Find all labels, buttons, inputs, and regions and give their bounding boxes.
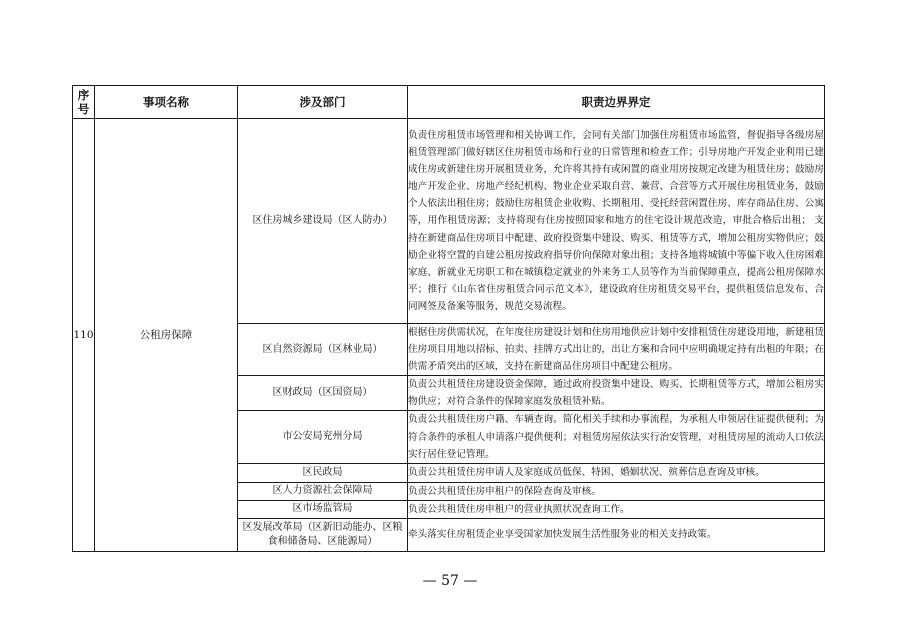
duty-cell: 负责公共租赁住房申租户的保险查询及审核。 (408, 482, 825, 500)
duty-cell: 负责公共租赁住房建设资金保障，通过政府投资集中建设、购买、长期租赁等方式，增加公租房实物供应；对符合条件的保障家庭发放租赁补贴。 (408, 376, 825, 411)
department-cell: 区人力资源社会保障局 (238, 482, 408, 500)
page-number: — 57 — (422, 573, 478, 589)
duty-cell: 负责公共租赁住房申租户的营业执照状况查询工作。 (408, 500, 825, 518)
department-cell: 区财政局（区国资局） (238, 376, 408, 411)
table-row (73, 119, 825, 324)
header-departments: 涉及部门 (238, 86, 408, 119)
header-item-name: 事项名称 (95, 86, 238, 119)
department-cell: 市公安局兖州分局 (238, 411, 408, 463)
header-row (73, 86, 825, 119)
header-responsibility-boundary: 职责边界界定 (408, 86, 825, 119)
department-cell: 区住房城乡建设局（区人防办） (238, 119, 408, 324)
duty-cell: 负责住房租赁市场管理和相关协调工作，会同有关部门加强住房租赁市场监管，督促指导各级房屋租赁管理部门做好辖区住房租赁市场和行业的日常管理和检查工作；引导房地产开发企业利用已建成住房或新建住房开展租赁业务，允许将其持有或闲置的商业用房按规定改建为租赁住房；鼓励房地产开发企业、房地产经纪机构、物业企业采取自营、兼营、合营等方式开展住房租赁业务，鼓励个人依法出租住房；鼓励住房租赁企业收购、长期租用、受托经营闲置住房、库存商品住房、公寓等，用作租赁房源；支持将现有住房按照国家和地方的住宅设计规范改造，审批合格后出租； 支持在新建商品住房项目中配建、政府投资集中建设、购买、租赁等方式，增加公租房实物供应；鼓励企业将空置的自建公租房按政府指导价向保障对象出租；支持各地将城镇中等偏下收入住房困难家庭、新就业无房职工和在城镇稳定就业的外来务工人员等作为当前保障重点，提高公租房保障水平；推行《山东省住房租赁合同示范文本》，建设政府住房租赁交易平台，提供租赁信息发布、合同网签及备案等服务，规范交易流程。 (408, 119, 825, 324)
department-cell: 区民政局 (238, 463, 408, 482)
serial-number-cell: 110 (73, 119, 95, 552)
department-cell: 区发展改革局（区新旧动能办、区粮食和储备局、区能源局） (238, 518, 408, 551)
duty-cell: 牵头落实住房租赁企业享受国家加快发展生活性服务业的相关支持政策。 (408, 518, 825, 551)
duty-cell: 负责公共租赁住房户籍、车辆查询。简化相关手续和办事流程，为承租人申领居住证提供便利；为符合条件的承租人申请落户提供便利；对租赁房屋依法实行治安管理，对租赁房屋的流动人口依法实行居住登记管理。 (408, 411, 825, 463)
duty-cell: 根据住房供需状况，在年度住房建设计划和住房用地供应计划中安排租赁住房建设用地，新建租赁住房项目用地以招标、拍卖、挂牌方式出让的，出让方案和合同中应明确规定持有出租的年限；在供需矛盾突出的区域，支持在新建商品住房项目中配建公租房。 (408, 324, 825, 376)
responsibility-table (72, 85, 825, 552)
department-cell: 区自然资源局（区林业局） (238, 324, 408, 376)
header-serial-number: 序号 (73, 86, 95, 119)
item-name-cell: 公租房保障 (95, 119, 238, 552)
department-cell: 区市场监管局 (238, 500, 408, 518)
duty-cell: 负责公共租赁住房申请人及家庭成员低保、特困、婚姻状况、殡葬信息查询及审核。 (408, 463, 825, 482)
